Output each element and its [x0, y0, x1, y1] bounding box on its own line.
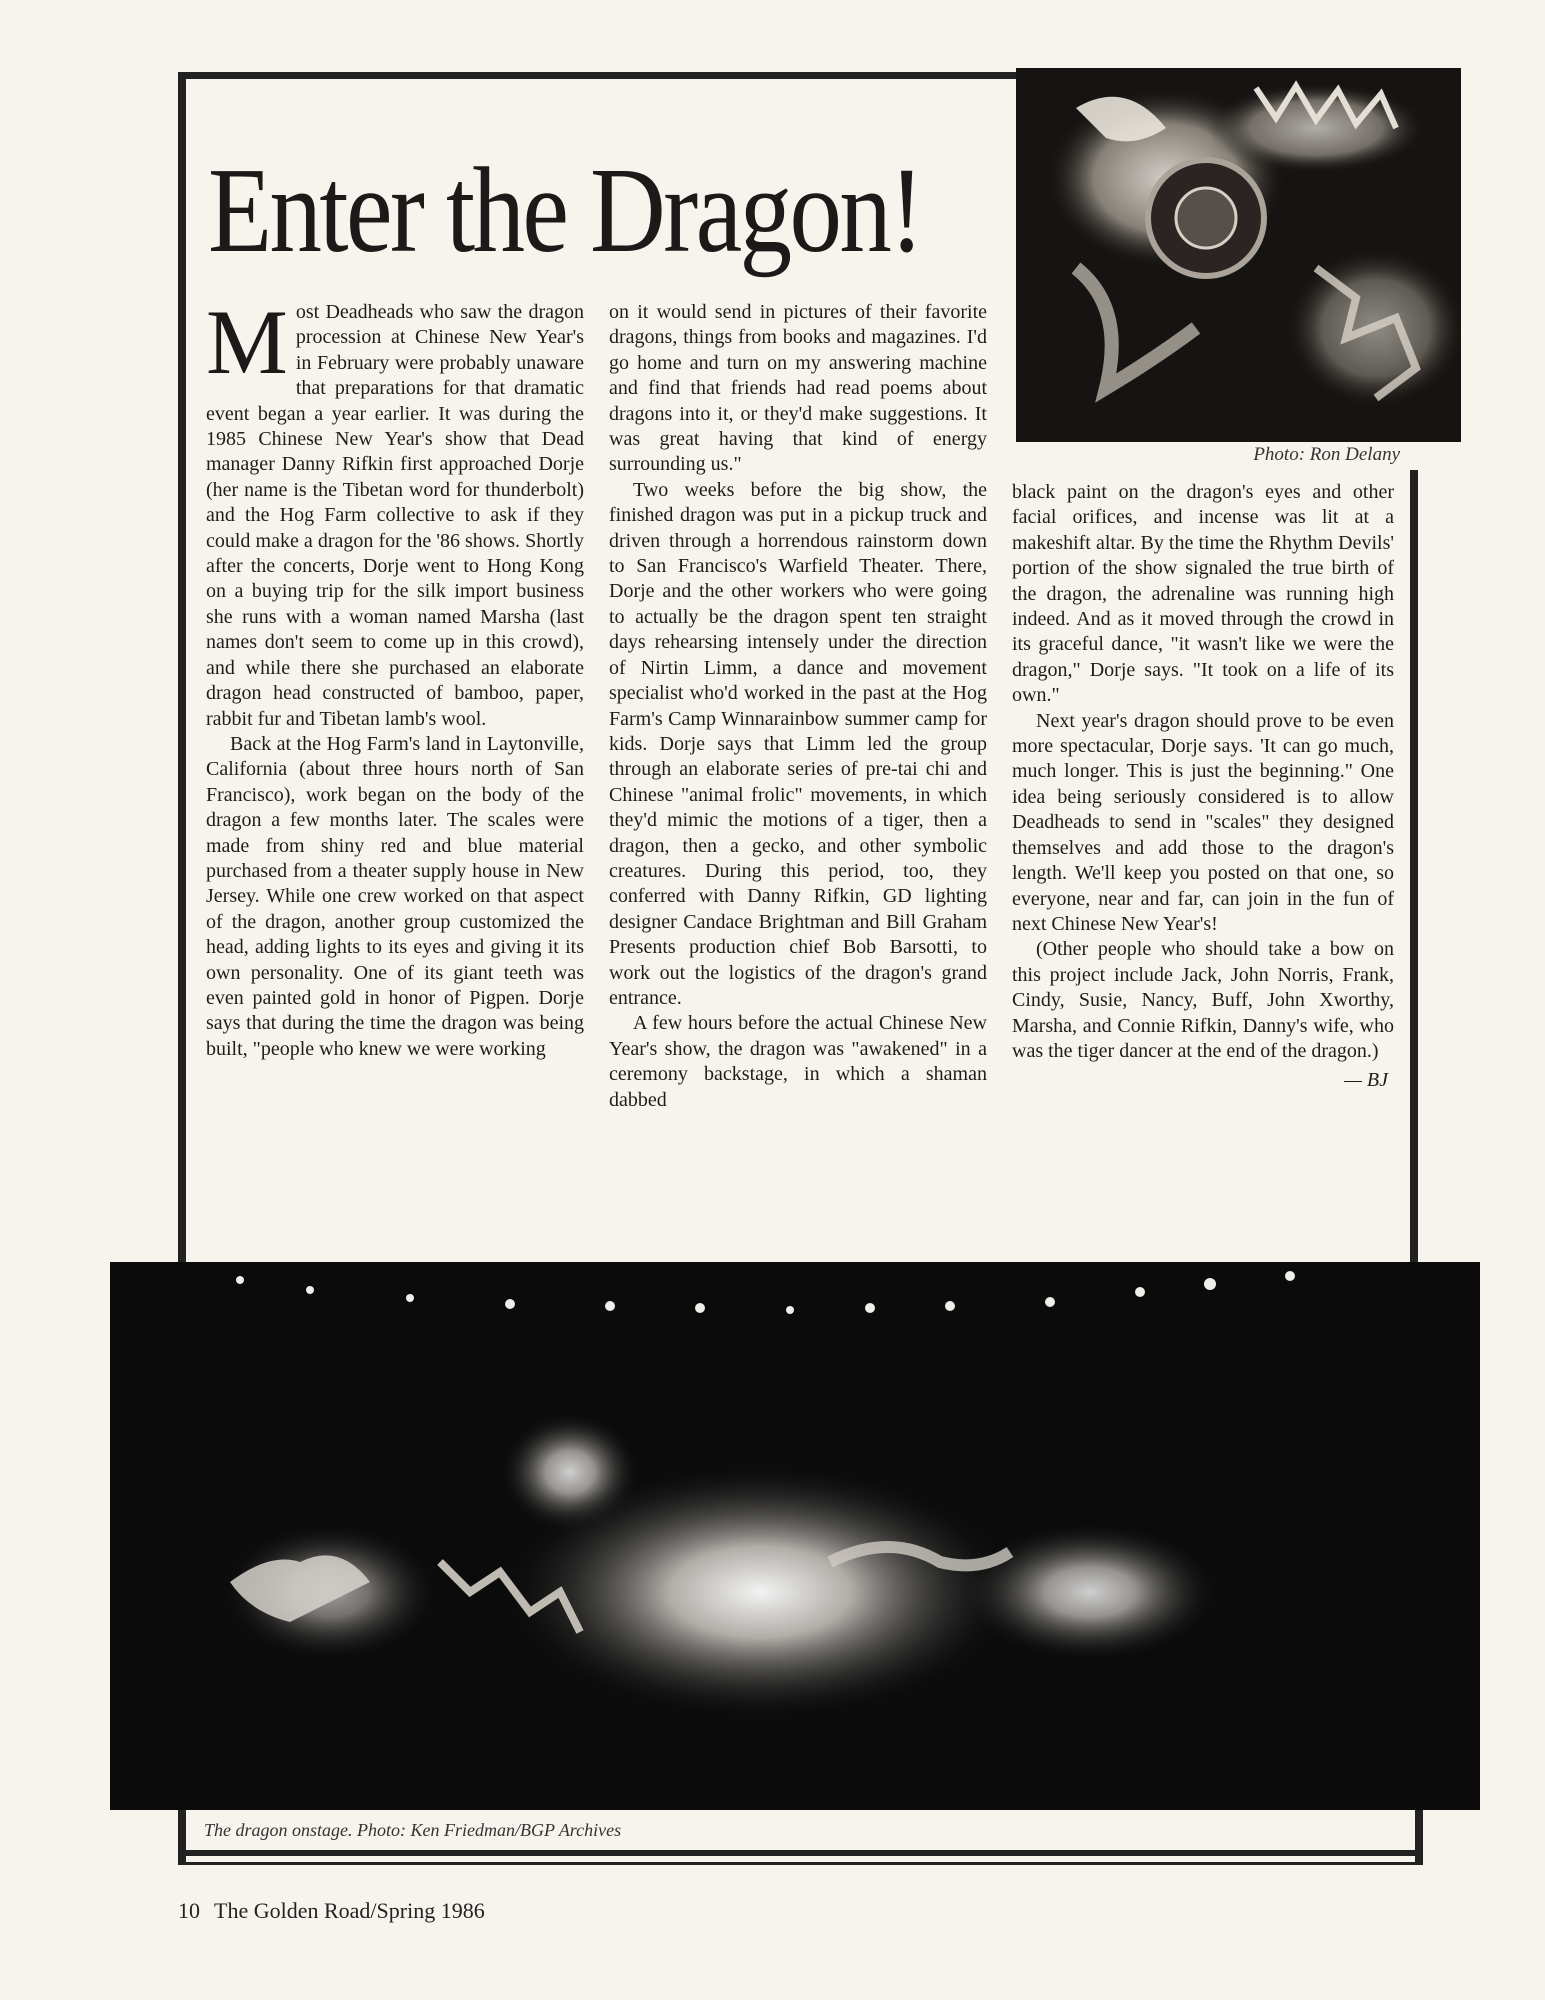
- paragraph: on it would send in pictures of their favorite dragons, things from books and magazines. I'd go home and turn on my answering machine and find that friends had read poems about dragons into it, or they'd make suggestions. It was great having that kind of energy surrounding us.": [609, 301, 987, 476]
- paragraph: Two weeks before the big show, the finished dragon was put in a pickup truck and driven through a horrendous rainstorm down to San Francisco's Warfield Theater. There, Dorje and the other workers who were going to actually be the dragon spent ten straight days rehearsing intensely under the direction of Nirtin Limm, a dance and movement specialist who'd worked in the past at the Hog Farm's Camp Winnarainbow summer camp for kids. Dorje says that Limm led the group through an elaborate series of pre-tai chi and Chinese "animal frolic" movements, in which they'd mimic the motions of a tiger, then a dragon, then a gecko, and other symbolic creatures. During this period, too, they conferred with Danny Rifkin, GD lighting designer Candace Brightman and Bill Graham Presents production chief Bob Barsotti, to work out the logistics of the dragon's grand entrance.: [609, 478, 987, 1009]
- paragraph: (Other people who should take a bow on this project include Jack, John Norris, Frank, Cindy, Susie, Nancy, Buff, John Xworthy, Marsha, and Connie Rifkin, Danny's wife, who was the tiger dancer at the end of the dragon.): [1012, 938, 1394, 1062]
- top-photo-credit: Photo: Ron Delany: [1253, 444, 1400, 465]
- paragraph: Next year's dragon should prove to be even more spectacular, Dorje says. 'It can go much, much longer. This is just the beginning." One idea being seriously considered is to allow Deadheads to send in "scales" they designed themselves and add those to the dragon's length. We'll keep you posted on that one, so everyone, near and far, can join in the fun of next Chinese New Year's!: [1012, 709, 1394, 935]
- paragraph: A few hours before the actual Chinese New Year's show, the dragon was "awakened" in a ceremony backstage, in which a shaman dabbed: [609, 1012, 987, 1111]
- drop-cap: M: [206, 300, 288, 393]
- page-number: 10: [178, 1898, 200, 1923]
- paragraph: black paint on the dragon's eyes and other facial orifices, and incense was lit at a makeshift altar. By the time the Rhythm Devils' portion of the show signaled the true birth of the dragon, the adrenaline was running high indeed. And as it moved through the crowd in its graceful dance, "it wasn't like we were the dragon," Dorje says. "It took on a life of its own.": [1012, 481, 1394, 707]
- bottom-rule-thin: [178, 1862, 1423, 1865]
- dragon-onstage-illustration: [110, 1262, 1480, 1810]
- bottom-rule: [178, 1850, 1423, 1856]
- dragon-head-illustration: [1016, 68, 1461, 442]
- article-column-2: [609, 300, 987, 1250]
- article-column-3: [1012, 480, 1394, 1260]
- page-footer: [178, 1898, 499, 1924]
- article-column-1: [206, 300, 584, 1250]
- dragon-onstage-photo: [110, 1262, 1480, 1810]
- caption-rule-left: [178, 1810, 186, 1865]
- bottom-photo-caption: The dragon onstage. Photo: Ken Friedman/BGP Archives: [204, 1820, 622, 1840]
- paragraph: Most Deadheads who saw the dragon procession at Chinese New Year's in February were probably unaware that preparations for that dramatic event began a year earlier. It was during the 1985 Chinese New Year's show that Dead manager Danny Rifkin first approached Dorje (her name is the Tibetan word for thunderbolt) and the Hog Farm collective to ask if they could make a dragon for the '86 shows. Shortly after the concerts, Dorje went to Hong Kong on a buying trip for the silk import business she runs with a woman named Marsha (last names don't seem to come up in this crowd), and while there she purchased an elaborate dragon head constructed of bamboo, paper, rabbit fur and Tibetan lamb's wool.: [206, 300, 584, 730]
- publication-name: The Golden Road/Spring 1986: [214, 1898, 485, 1923]
- dragon-head-photo: [1016, 68, 1461, 442]
- right-rule: [1410, 470, 1418, 1270]
- article-title: Enter the Dragon!: [208, 143, 922, 278]
- paragraph: Back at the Hog Farm's land in Laytonville, California (about three hours north of San Francisco), work began on the body of the dragon a few months later. The scales were made from shiny red and blue material purchased from a theater supply house in New Jersey. While one crew worked on that aspect of the dragon, another group customized the head, adding lights to its eyes and giving it its own personality. One of its giant teeth was even painted gold in honor of Pigpen. Dorje says that during the time the dragon was being built, "people who knew we were working: [206, 732, 584, 1060]
- caption-rule-right: [1415, 1810, 1423, 1865]
- author-signature: — BJ: [1344, 1069, 1388, 1092]
- top-rule: [178, 72, 1016, 79]
- left-rule: [178, 72, 186, 1262]
